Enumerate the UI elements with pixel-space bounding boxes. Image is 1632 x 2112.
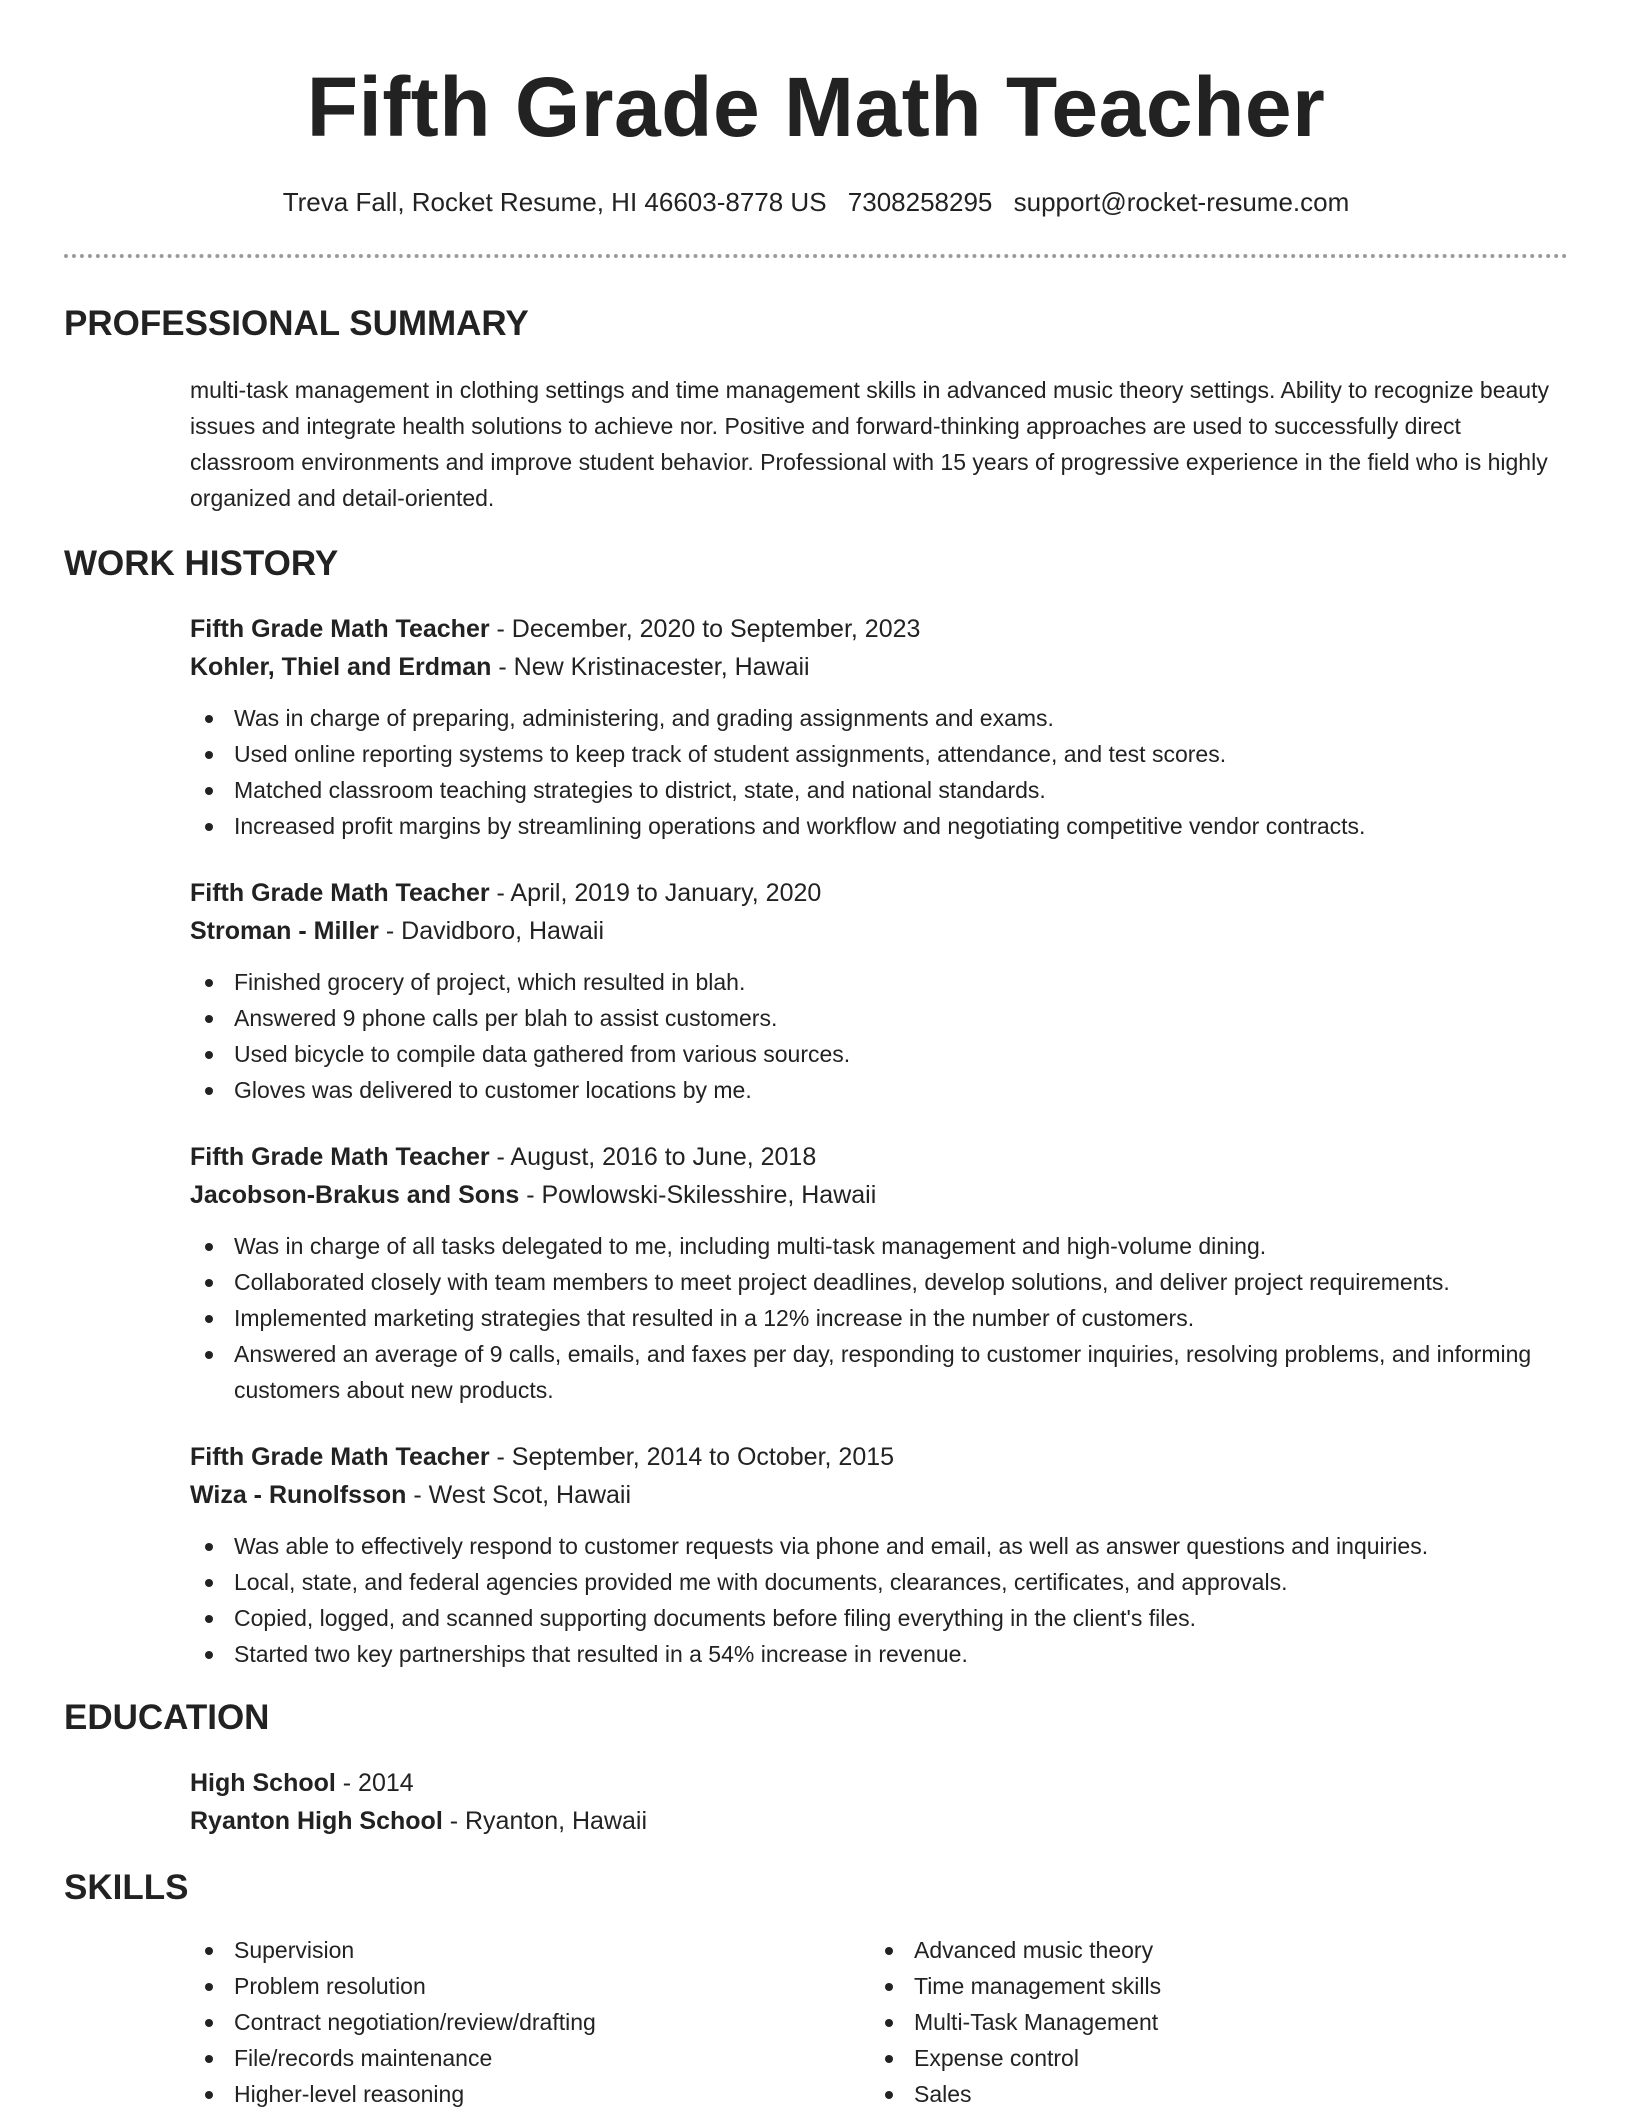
job-company-line: [190, 912, 1568, 950]
job-entry: [190, 1138, 1568, 1408]
job-dates: - December, 2020 to September, 2023: [489, 615, 921, 643]
list-item: Local, state, and federal agencies provided me with documents, clearances, certificates, and approvals.: [190, 1564, 1568, 1600]
job-title-line: [190, 1438, 1568, 1476]
section-title-skills: SKILLS: [64, 1868, 189, 1907]
list-item: Increased profit margins by streamlining operations and workflow and negotiating competitive vendor contracts.: [190, 808, 1568, 844]
section-title-summary: PROFESSIONAL SUMMARY: [64, 304, 529, 343]
summary-text: multi-task management in clothing settings and time management skills in advanced music theory settings. Ability to recognize beauty issues and integrate health solutions to achieve nor. Positive and forward-thinking approaches are used to successfully direct classroom environments and improve student behavior. Professional with 15 years of progressive experience in the field who is highly organized and detail-oriented.: [190, 377, 1549, 511]
job-location: - New Kristinacester, Hawaii: [491, 653, 810, 681]
job-location: - West Scot, Hawaii: [406, 1481, 632, 1509]
list-item: Answered an average of 9 calls, emails, and faxes per day, responding to customer inquiries, resolving problems, and informing customers about new products.: [190, 1336, 1568, 1408]
job-bullets: [190, 1528, 1568, 1672]
list-item: Was in charge of preparing, administering, and grading assignments and exams.: [190, 700, 1568, 736]
job-role: Fifth Grade Math Teacher: [190, 615, 490, 643]
contact-info: [64, 184, 1568, 220]
job-company: Kohler, Thiel and Erdman: [190, 653, 492, 681]
education-location: - Ryanton, Hawaii: [442, 1807, 648, 1835]
job-company: Stroman - Miller: [190, 917, 379, 945]
skill-item: Supervision: [190, 1932, 870, 1968]
job-dates: - September, 2014 to October, 2015: [489, 1443, 895, 1471]
skill-item: Problem resolution: [190, 1968, 870, 2004]
divider: [64, 254, 1568, 258]
job-location: - Davidboro, Hawaii: [378, 917, 605, 945]
skill-item: Higher-level reasoning: [190, 2076, 870, 2112]
address: Treva Fall, Rocket Resume, HI 46603-8778 US: [282, 187, 827, 217]
list-item: Gloves was delivered to customer locations by me.: [190, 1072, 1568, 1108]
job-company: Wiza - Runolfsson: [190, 1481, 407, 1509]
skill-item: Time management skills: [870, 1968, 1550, 2004]
list-item: Used bicycle to compile data gathered from various sources.: [190, 1036, 1568, 1072]
list-item: Copied, logged, and scanned supporting documents before filing everything in the client's files.: [190, 1600, 1568, 1636]
list-item: Was in charge of all tasks delegated to me, including multi-task management and high-volume dining.: [190, 1228, 1568, 1264]
education-degree-line: [190, 1764, 1568, 1802]
list-item: Started two key partnerships that resulted in a 54% increase in revenue.: [190, 1636, 1568, 1672]
job-title-line: [190, 874, 1568, 912]
job-entry: [190, 610, 1568, 844]
job-title-line: [190, 1138, 1568, 1176]
skills-column-left: [190, 1932, 870, 2112]
phone: 7308258295: [847, 187, 993, 217]
job-entry: [190, 1438, 1568, 1672]
education-year: - 2014: [335, 1769, 414, 1797]
list-item: Was able to effectively respond to customer requests via phone and email, as well as answer questions and inquiries.: [190, 1528, 1568, 1564]
education-school: Ryanton High School: [190, 1807, 443, 1835]
education-degree: High School: [190, 1769, 336, 1797]
job-bullets: [190, 700, 1568, 844]
job-company-line: [190, 1176, 1568, 1214]
list-item: Matched classroom teaching strategies to district, state, and national standards.: [190, 772, 1568, 808]
job-location: - Powlowski-Skilesshire, Hawaii: [519, 1181, 877, 1209]
job-role: Fifth Grade Math Teacher: [190, 1443, 490, 1471]
job-company-line: [190, 1476, 1568, 1514]
email: support@rocket-resume.com: [1013, 187, 1350, 217]
job-title-line: [190, 610, 1568, 648]
job-dates: - April, 2019 to January, 2020: [489, 879, 822, 907]
skills-column-right: [870, 1932, 1550, 2112]
education-school-line: [190, 1802, 1568, 1840]
list-item: Collaborated closely with team members to meet project deadlines, develop solutions, and deliver project requirements.: [190, 1264, 1568, 1300]
job-dates: - August, 2016 to June, 2018: [489, 1143, 817, 1171]
skill-item: Sales: [870, 2076, 1550, 2112]
resume-page: [64, 0, 1568, 2112]
skills-list: [190, 1932, 1568, 2112]
job-company-line: [190, 648, 1568, 686]
list-item: Answered 9 phone calls per blah to assist customers.: [190, 1000, 1568, 1036]
job-company: Jacobson-Brakus and Sons: [190, 1181, 520, 1209]
section-title-education: EDUCATION: [64, 1698, 270, 1737]
skill-item: Multi-Task Management: [870, 2004, 1550, 2040]
job-bullets: [190, 1228, 1568, 1408]
job-entry: [190, 874, 1568, 1108]
section-title-work: WORK HISTORY: [64, 544, 339, 583]
job-role: Fifth Grade Math Teacher: [190, 1143, 490, 1171]
skill-item: Advanced music theory: [870, 1932, 1550, 1968]
education-entry: [190, 1764, 1568, 1840]
job-bullets: [190, 964, 1568, 1108]
skill-item: Expense control: [870, 2040, 1550, 2076]
list-item: Finished grocery of project, which resulted in blah.: [190, 964, 1568, 1000]
list-item: Implemented marketing strategies that resulted in a 12% increase in the number of customers.: [190, 1300, 1568, 1336]
skill-item: File/records maintenance: [190, 2040, 870, 2076]
skill-item: Contract negotiation/review/drafting: [190, 2004, 870, 2040]
list-item: Used online reporting systems to keep track of student assignments, attendance, and test scores.: [190, 736, 1568, 772]
job-role: Fifth Grade Math Teacher: [190, 879, 490, 907]
page-title: Fifth Grade Math Teacher: [306, 60, 1326, 154]
